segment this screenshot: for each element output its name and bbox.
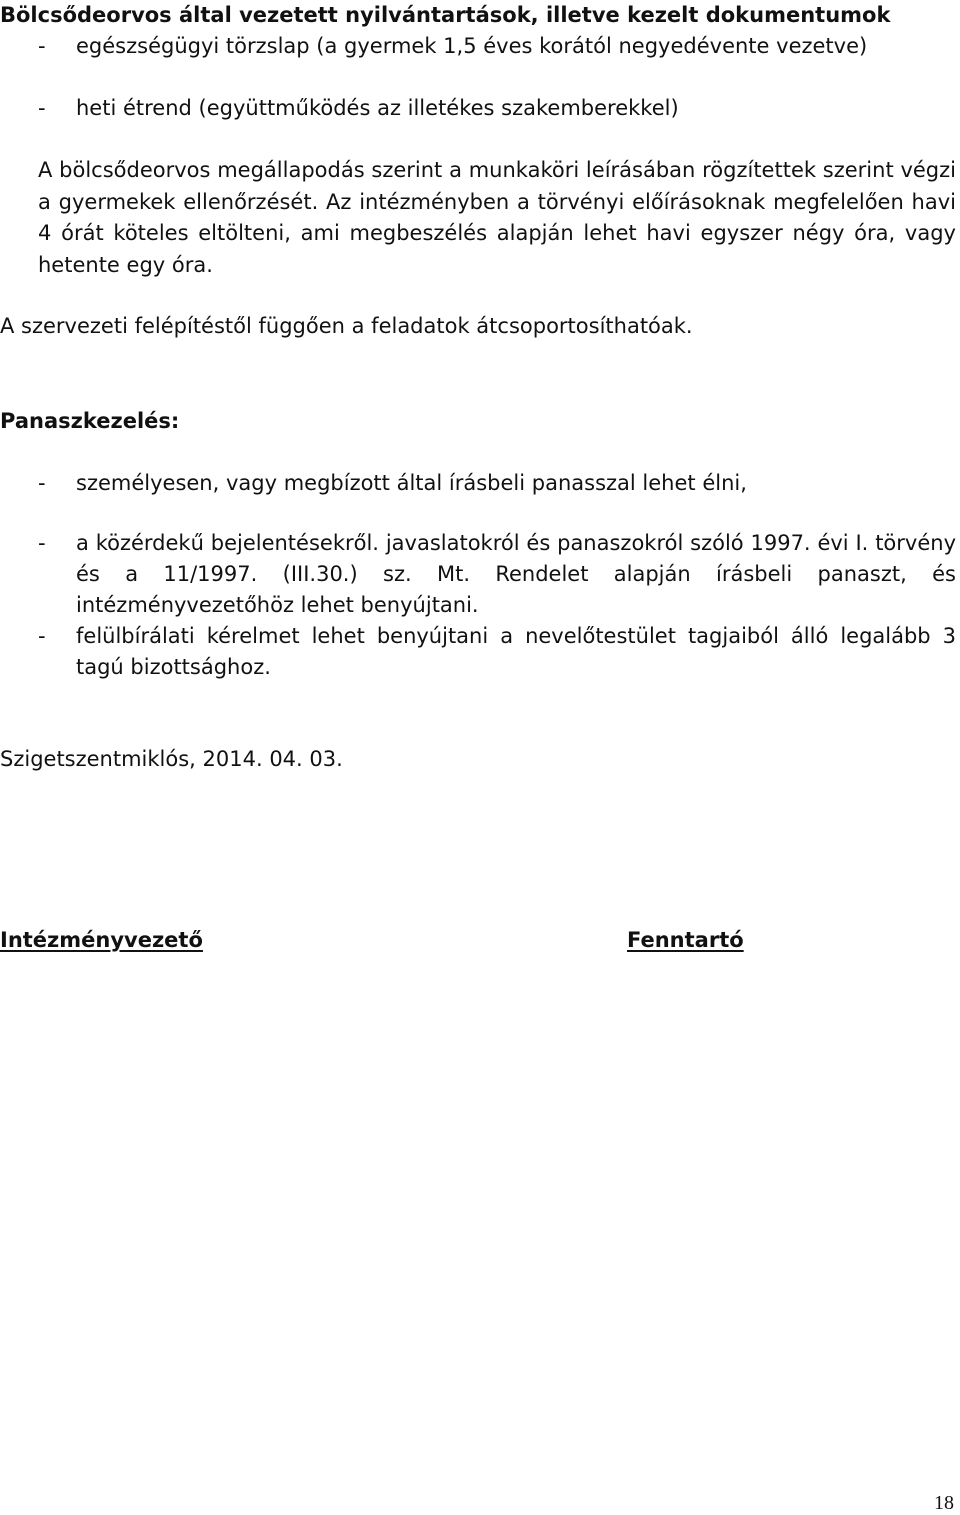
records-heading: Bölcsődeorvos által vezetett nyilvántartások, illetve kezelt dokumentumok — [0, 3, 891, 27]
list-item — [38, 528, 956, 621]
list-dash: - — [38, 34, 46, 58]
list-dash: - — [38, 531, 46, 555]
list-item — [38, 93, 956, 124]
place-date: Szigetszentmiklós, 2014. 04. 03. — [0, 747, 343, 771]
list-item-text: felülbírálati kérelmet lehet benyújtani a nevelőtestület tagjaiból álló legalább 3 tagú bizottsághoz. — [76, 624, 956, 679]
list-item — [38, 621, 956, 683]
doctor-agreement-paragraph: A bölcsődeorvos megállapodás szerint a munkaköri leírásában rögzítettek szerint végzi a gyermekek ellenőrzését. Az intézményben a törvényi előírásoknak megfelelően havi 4 órát köteles eltölteni, ami megbeszélés alapján lehet havi egyszer négy óra, vagy hetente egy óra. — [38, 158, 956, 277]
list-dash: - — [38, 96, 46, 120]
signature-institution-head: Intézményvezető — [0, 928, 203, 952]
list-item-text: személyesen, vagy megbízott által írásbeli panasszal lehet élni, — [76, 471, 747, 495]
list-item-text: egészségügyi törzslap (a gyermek 1,5 éves korától negyedévente vezetve) — [76, 34, 868, 58]
list-item — [38, 468, 956, 499]
list-item — [38, 31, 956, 62]
list-dash: - — [38, 624, 46, 648]
list-item-text: heti étrend (együttműködés az illetékes szakemberekkel) — [76, 96, 679, 120]
list-dash: - — [38, 471, 46, 495]
page-number: 18 — [934, 1492, 954, 1514]
signature-operator: Fenntartó — [627, 928, 744, 952]
restructure-note: A szervezeti felépítéstől függően a feladatok átcsoportosíthatóak. — [0, 314, 693, 338]
complaints-heading: Panaszkezelés: — [0, 409, 180, 433]
list-item-text: a közérdekű bejelentésekről. javaslatokról és panaszokról szóló 1997. évi I. törvény és a 11/1997. (III.30.) sz. Mt. Rendelet alapján írásbeli panaszt, és intézményvezetőhöz lehet benyújtani. — [76, 531, 956, 617]
